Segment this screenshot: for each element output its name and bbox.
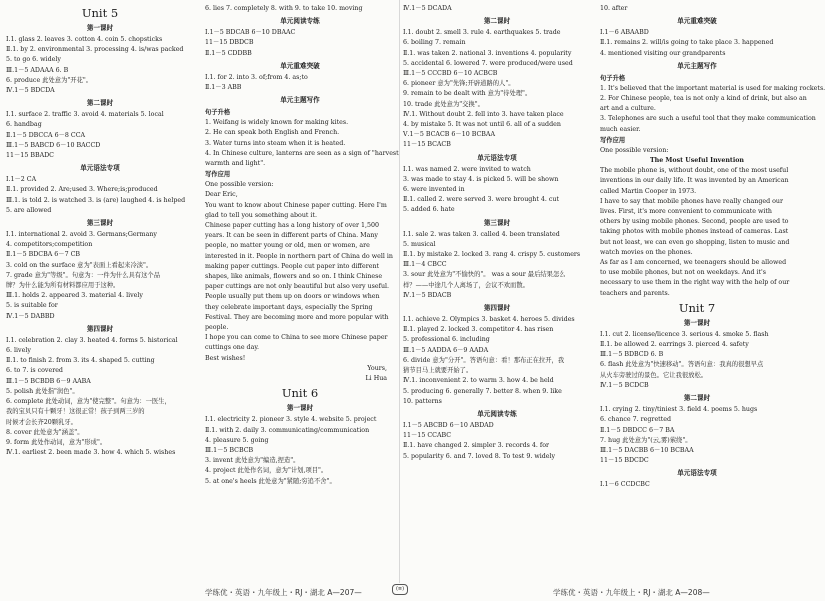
answer-line: Ⅱ.1－5 BDCBA 6－7 CB: [6, 251, 81, 259]
answer-line: Ⅲ.1－5 DACBB 6－10 BCBAA: [600, 446, 694, 454]
answer-line: 5. to go 6. widely: [6, 56, 61, 64]
answer-line: Ⅳ.1. earliest 2. been made 3. how 4. which 5. wishes: [6, 449, 176, 457]
answer-line: Ⅰ.1. international 2. avoid 3. Germans;Germany: [6, 231, 157, 239]
answer-line: Ⅰ.1. surface 2. traffic 3. avoid 4. materials 5. local: [6, 111, 164, 119]
answer-column-2: [205, 4, 401, 487]
footer-right: 学练优・英语・九年级上・RJ・湖北 A—208—: [553, 588, 710, 597]
answer-line: Ⅰ.1. sale 2. was taken 3. called 4. been translated: [403, 230, 560, 238]
answer-line: Ⅲ.1－5 CCCBD 6－10 ACBCB: [403, 70, 498, 78]
section-heading: 单元阅读专练: [477, 409, 517, 418]
answer-line: 4. mentioned visiting our grandparents: [600, 49, 726, 57]
answer-line: Ⅱ.1－3 ABB: [205, 84, 242, 92]
answer-line: 1. It's believed that the important material is used for making rockets.: [600, 84, 825, 92]
answer-line: 6. divide 意为"分开"。答语句意：看！那布正在拉开，我: [403, 356, 565, 364]
answer-line: 4. competitors;competition: [6, 241, 93, 249]
section-heading: 单元阅读专练: [280, 17, 320, 26]
answer-line: Ⅱ.1－5 DBDCC 6－7 BA: [600, 426, 675, 434]
answer-line: 6. were invented in: [403, 186, 465, 194]
section-heading: 第四课时: [483, 304, 511, 313]
answer-line: Ⅰ.1－5 BDCAB 6－10 DBAAC: [205, 29, 296, 37]
answer-line: Ⅱ.1. provided 2. Are;used 3. Where;is;produced: [6, 186, 158, 194]
answer-line: 5. added 6. hate: [403, 206, 455, 214]
answer-line: One possible version:: [205, 181, 274, 189]
answer-line: Ⅰ.1. celebration 2. clay 3. heated 4. forms 5. historical: [6, 336, 178, 344]
answer-line: 时候才会长齐20颗乳牙。: [6, 418, 77, 426]
answer-line: 5. musical: [403, 240, 436, 248]
section-heading: 单元语法专项: [677, 469, 717, 478]
essay-title: The Most Useful Invention: [649, 157, 745, 165]
subsection-heading: 写作应用: [205, 171, 231, 179]
answer-line: Ⅳ.1. Without doubt 2. fell into 3. have taken place: [403, 110, 564, 118]
subsection-heading: 写作应用: [600, 136, 626, 144]
answer-line: 6. complete 此处动词，意为"使完整"。句意为：一医生，: [6, 398, 171, 406]
answer-line: 6. flash 此处意为"快速移动"。答语句意：我真的很想早点: [600, 361, 764, 369]
answer-line: Ⅱ.1－5 DBCCA 6－8 CCA: [6, 131, 86, 139]
answer-line: 4. by mistake 5. It was not until 6. all of a sudden: [403, 121, 561, 129]
answer-line: Ⅱ.1. to finish 2. from 3. its 4. shaped 5. cutting: [6, 357, 155, 365]
answer-line: 3. sour 此处意为"不愉快的"。 was a sour 最后结果怎么: [403, 271, 566, 279]
answer-line: Ⅱ.1. with 2. daily 3. communicating/communication: [205, 426, 370, 434]
answer-line: Ⅱ.1. played 2. locked 3. competitor 4. has risen: [403, 326, 554, 334]
answer-line: 11－15 BCACB: [403, 141, 451, 149]
answer-line: 6. lies 7. completely 8. with 9. to take 10. moving: [205, 5, 363, 12]
answer-line: 牌？为什么能为所有材料都应用于这种。: [6, 282, 120, 290]
answer-line: 5. popularity 6. and 7. loved 8. To test 9. widely: [403, 452, 556, 460]
answer-line: 2. For Chinese people, tea is not only a kind of drink, but also an: [600, 95, 807, 103]
unit-heading: Unit 7: [678, 300, 716, 315]
answer-line: 4. project 此处作名词，意为"计划,项目"。: [205, 467, 328, 475]
answer-line: Ⅰ.1. achieve 2. Olympics 3. basket 4. heroes 5. divides: [403, 316, 575, 324]
answer-line: Ⅰ.1. for 2. into 3. of;from 4. as;to: [205, 73, 308, 81]
answer-line: Ⅱ.1－5 CDDBB: [205, 49, 252, 57]
answer-line: Ⅳ.1－5 BCDCB: [600, 381, 649, 389]
answer-line: Ⅱ.1. have changed 2. simpler 3. records 4. for: [403, 442, 550, 450]
section-heading: 第三课时: [86, 219, 114, 228]
essay-paragraph: You want to know about Chinese paper cutting. Here I'm glad to tell you something about it.: [205, 201, 387, 219]
answer-line: art and a culture.: [600, 105, 656, 113]
answer-line: 9. form 此处作动词，意为"形成"。: [6, 438, 107, 446]
answer-line: 6. handbag: [6, 121, 42, 129]
answer-line: 猜节目马上就要开始了。: [403, 367, 473, 375]
section-heading: 第四课时: [86, 324, 114, 333]
answer-line: 6. produce 此处意为"开花"。: [6, 76, 93, 84]
answer-line: Ⅳ.1. inconvenient 2. to warm 3. how 4. be held: [403, 377, 554, 385]
answer-line: One possible version:: [600, 146, 669, 154]
answer-line: 9. remain to be dealt with 意为"待处理"。: [403, 90, 532, 98]
answer-line: 1. Weifang is widely known for making kites.: [205, 119, 349, 127]
answer-line: Ⅲ.1－5 BDBCD 6. B: [600, 351, 664, 359]
answer-line: 5. polish 此处指"润色"。: [6, 387, 79, 395]
answer-line: Ⅱ.1. by mistake 2. locked 3. rang 4. crispy 5. customers: [403, 251, 581, 259]
section-heading: 单元重难突破: [280, 61, 320, 70]
answer-line: Ⅰ.1. glass 2. leaves 3. cotton 4. coin 5. chopsticks: [6, 36, 163, 43]
subsection-heading: 句子升格: [600, 74, 626, 82]
answer-line: Ⅲ.1－5 AADDA 6－9 AADA: [403, 346, 489, 354]
answer-column-4: [600, 4, 825, 491]
answer-line: 11－15 BDCDC: [600, 457, 649, 465]
answer-line: 10. trade 此处意为"交换"。: [403, 100, 484, 108]
answer-line: Ⅲ.1－5 BCBCB: [205, 446, 254, 454]
answer-line: Ⅰ.1－5 ABCBD 6－10 ABDAD: [403, 421, 494, 429]
answer-line: Ⅲ.1－5 ADAAA 6. B: [6, 66, 69, 74]
answer-line: 6. to 7. is covered: [6, 367, 63, 375]
answer-line: Dear Eric,: [205, 191, 238, 199]
answer-line: 7. hug 此处意为"(云,雾)萦绕"。: [600, 436, 692, 444]
answer-line: 7. grade 意为"等级"。句意为：一件为什么具有这个品: [6, 271, 160, 279]
section-heading: 单元重难突破: [677, 17, 717, 26]
publisher-logo-icon: (≡): [392, 584, 408, 595]
answer-line: Ⅲ.1. holds 2. appeared 3. material 4. lively: [6, 292, 143, 300]
answer-line: 样？——中途几个人离场了，会议不欢而散。: [403, 281, 529, 289]
essay-paragraph: Best wishes!: [205, 354, 246, 362]
essay-signature: Li Hua: [365, 375, 387, 383]
answer-line: 10. patterns: [403, 397, 442, 405]
section-heading: 第一课时: [86, 24, 114, 32]
answer-line: 3. Telephones are such a useful tool that they make communication: [600, 115, 816, 123]
answer-line: Ⅲ.1. is told 2. is watched 3. is (are) laughed 4. is helped: [6, 196, 186, 204]
answer-line: Ⅰ.1. was named 2. were invited to watch: [403, 165, 531, 173]
answer-line: Ⅳ.1－5 BDCDA: [6, 87, 55, 95]
answer-line: 4. In Chinese culture, lanterns are seen as a sign of "harvest,: [205, 149, 401, 157]
answer-line: 我的宝贝只有十颗牙！这很正常！孩子到两三岁的: [6, 408, 145, 416]
answer-line: Ⅱ.1. remains 2. will/is going to take place 3. happened: [600, 39, 774, 47]
section-heading: 第二课时: [483, 17, 511, 26]
answer-line: Ⅲ.1－5 BABCD 6－10 BACCD: [6, 141, 101, 149]
page-divider: [399, 0, 400, 583]
answer-line: Ⅱ.1. by 2. environmental 3. processing 4. is/was packed: [6, 46, 184, 54]
answer-line: warmth and light".: [205, 160, 266, 168]
answer-line: Ⅰ.1. crying 2. tiny/tiniest 3. field 4. poems 5. hugs: [600, 406, 758, 414]
unit-heading: Unit 5: [81, 6, 119, 20]
answer-line: 6. pioneer 意为"先锋;开辟道路的人"。: [403, 80, 515, 88]
section-heading: 单元语法专项: [80, 164, 120, 173]
answer-line: Ⅱ.1. be allowed 2. earrings 3. pierced 4. safety: [600, 341, 749, 349]
answer-line: 6. chance 7. regretted: [600, 416, 671, 424]
answer-line: 11－15 DBDCB: [205, 39, 254, 47]
section-heading: 单元主题写作: [677, 61, 717, 70]
answer-line: Ⅰ.1. doubt 2. smell 3. rule 4. earthquakes 5. trade: [403, 29, 561, 37]
section-heading: 第一课时: [683, 318, 711, 327]
answer-line: Ⅳ.1－5 DCADA: [403, 5, 452, 12]
answer-line: Ⅳ.1－5 DABBD: [6, 312, 55, 320]
answer-line: 11－15 BBADC: [6, 152, 54, 160]
essay-paragraph: I hope you can come to China to see more Chinese paper cuttings one day.: [205, 334, 388, 352]
answer-line: Ⅱ.1. called 2. were served 3. were brought 4. cut: [403, 196, 559, 204]
answer-line: 6. lively: [6, 347, 31, 355]
answer-line: 5. is suitable for: [6, 302, 58, 310]
answer-line: 11－15 CCABC: [403, 432, 452, 440]
subsection-heading: 句子升格: [205, 109, 231, 117]
answer-line: 6. boiling 7. remain: [403, 39, 466, 47]
answer-line: 5. accidental 6. lowered 7. were produced/were used: [403, 59, 573, 67]
answer-line: 5. producing 6. generally 7. better 8. when 9. like: [403, 387, 562, 395]
footer-left: 学练优・英语・九年级上・RJ・湖北 A—207—: [205, 588, 362, 597]
answer-line: 3. Water turns into steam when it is heated.: [205, 139, 346, 147]
essay-paragraph: I have to say that mobile phones have really changed our lives. First, it's more convenient to communicate with others by using mobile phones. Second, people are used to taking photos with mobile phones instead of cameras. Last but not least, we can even go shopping, listen to music and watch movies on the phones.: [600, 197, 790, 256]
essay-paragraph: The mobile phone is, without doubt, one of the most useful inventions in our daily life. It was invented by an American called Martin Cooper in 1973.: [600, 167, 789, 195]
essay-paragraph: As far as I am concerned, we teenagers should be allowed to use mobile phones, but not on weekdays. And it's necessary to use them in the right way with the help of our teachers and parents.: [600, 259, 790, 297]
answer-line: much easier.: [600, 125, 641, 133]
answer-line: 2. He can speak both English and French.: [205, 129, 340, 137]
answer-column-3: [403, 4, 591, 462]
section-heading: 第三课时: [483, 218, 511, 227]
section-heading: 单元语法专项: [477, 153, 517, 162]
answer-line: Ⅰ.1. cut 2. license/licence 3. serious 4. smoke 5. flash: [600, 330, 769, 338]
essay-signature: Yours,: [367, 364, 387, 372]
answer-column-1: [6, 4, 194, 458]
answer-line: Ⅱ.1. was taken 2. national 3. inventions 4. popularity: [403, 49, 572, 57]
section-heading: 第二课时: [683, 394, 711, 403]
answer-line: 4. pleasure 5. going: [205, 436, 269, 444]
answer-line: 3. was made to stay 4. is picked 5. will be shown: [403, 175, 559, 183]
answer-line: Ⅰ.1－6 CCDCBC: [600, 481, 650, 489]
answer-line: 5. are allowed: [6, 206, 52, 214]
section-heading: 第一课时: [286, 404, 314, 413]
unit-heading: Unit 6: [281, 386, 319, 401]
answer-line: 10. after: [600, 5, 628, 12]
answer-line: Ⅲ.1－5 BCBDB 6－9 AABA: [6, 377, 91, 385]
answer-line: 3. invent 此处意为"编造,捏造"。: [205, 457, 300, 465]
answer-line: 从火车旁驶过的景色。它让我很放松。: [600, 371, 708, 379]
answer-line: 5. at one's heels 此处意为"紧随;穷追不舍"。: [205, 477, 336, 485]
answer-line: Ⅰ.1－2 CA: [6, 176, 37, 184]
answer-line: Ⅰ.1. electricity 2. pioneer 3. style 4. website 5. project: [205, 416, 377, 424]
answer-line: 5. professional 6. including: [403, 336, 490, 344]
essay-paragraph: Chinese paper cutting has a long history of over 1,500 years. It can be seen in different parts of China. Many people, no matter young or old, men or women, are interested in it. People in northern part of China do well in making paper cuttings. People cut paper into different shapes, like animals, flowers and so on. I think Chinese paper cuttings are not only beautiful but also very useful. People usually put them up on doors or windows when they celebrate important days, especially the Spring Festival. They are becoming more and more popular with people.: [205, 222, 393, 332]
section-heading: 单元主题写作: [280, 96, 320, 105]
answer-line: Ⅴ.1－5 BCACB 6－10 BCBAA: [403, 131, 496, 139]
answer-line: Ⅲ.1－4 CBCC: [403, 261, 447, 269]
answer-line: 8. cover 此处意为"涵盖"。: [6, 428, 84, 436]
answer-line: Ⅰ.1－6 ABAABD: [600, 29, 649, 37]
answer-line: Ⅳ.1－5 BDACB: [403, 291, 452, 299]
section-heading: 第二课时: [86, 99, 114, 108]
answer-line: 3. cold on the surface 意为"表面上看起来冷淡"。: [6, 261, 153, 269]
